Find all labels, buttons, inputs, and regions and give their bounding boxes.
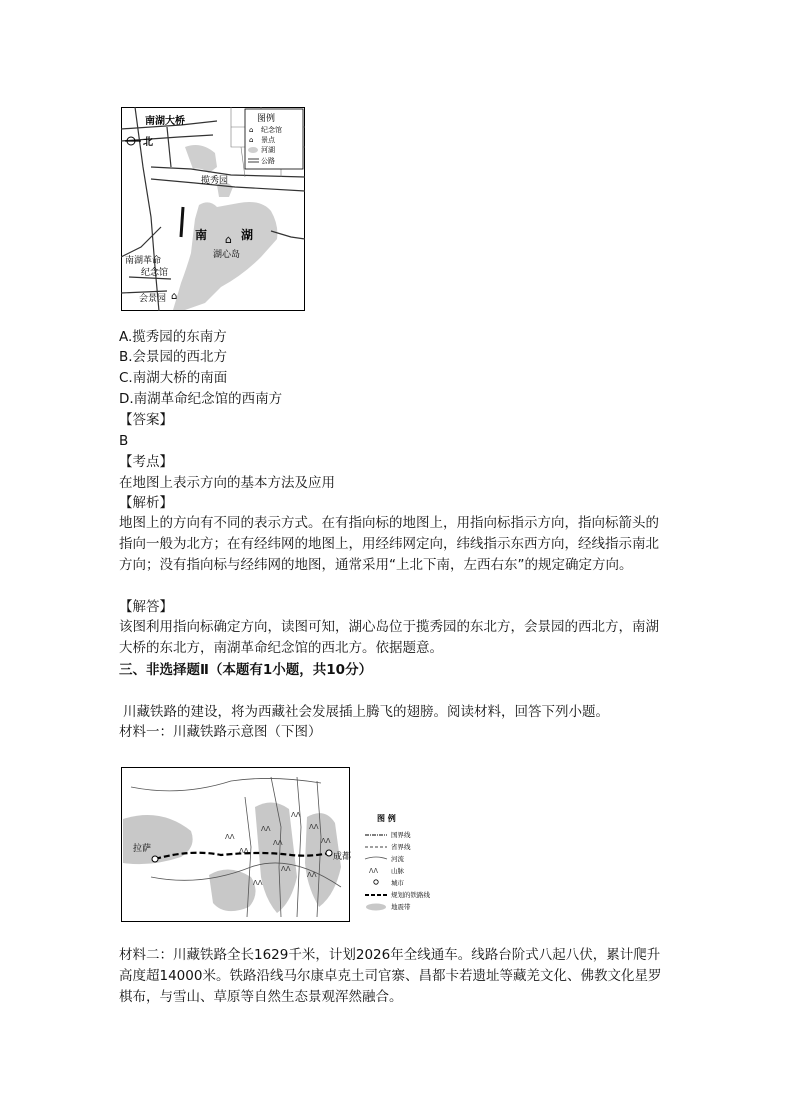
svg-text:ᐱᐱ: ᐱᐱ — [307, 871, 317, 879]
option-a: A.揽秀园的东南方 — [119, 329, 227, 345]
label-lake-2: 湖 — [241, 228, 254, 242]
huijing-icon: ⌂ — [171, 291, 178, 302]
option-d: D.南湖革命纪念馆的西南方 — [119, 391, 283, 407]
svg-text:ᐱᐱ: ᐱᐱ — [321, 837, 331, 845]
svg-text:ᐱᐱ: ᐱᐱ — [253, 879, 263, 887]
svg-text:⌂: ⌂ — [249, 126, 254, 134]
svg-text:ᐱᐱ: ᐱᐱ — [291, 811, 301, 819]
label-memorial-1: 南湖革命 — [125, 256, 162, 266]
svg-text:ᐱᐱ: ᐱᐱ — [225, 833, 235, 841]
intro-text: 川藏铁路的建设，将为西藏社会发展插上腾飞的翅膀。阅读材料，回答下列小题。 — [123, 704, 609, 720]
legend2-province: 省界线 — [391, 843, 411, 851]
label-island: 湖心岛 — [213, 250, 241, 260]
svg-text:ᐱᐱ: ᐱᐱ — [261, 825, 271, 833]
solution-text: 该图利用指向标确定方向，读图可知，湖心岛位于揽秀园的东北方，会景园的西北方，南湖大桥的东北方，南湖革命纪念馆的西北方。依据题意。 — [119, 619, 659, 656]
legend2-border: 国界线 — [391, 831, 411, 839]
legend-item-scenic: 景点 — [261, 136, 275, 144]
topic-text: 在地图上表示方向的基本方法及应用 — [119, 475, 335, 491]
legend2-seismic: 地震带 — [391, 903, 411, 911]
label-bridge: 南湖大桥 — [145, 116, 185, 127]
legend-item-road: 公路 — [261, 157, 275, 165]
island-icon: ⌂ — [225, 233, 232, 246]
option-b: B.会景园的西北方 — [119, 349, 228, 365]
label-lanxiu: 揽秀园 — [201, 176, 229, 186]
label-chengdu: 成都 — [333, 852, 352, 862]
svg-text:ᐱᐱ: ᐱᐱ — [273, 839, 283, 847]
svg-text:ᐱᐱ: ᐱᐱ — [239, 847, 249, 855]
legend2-river: 河流 — [391, 855, 404, 863]
analysis-text: 地图上的方向有不同的表示方式。在有指向标的地图上，用指向标指示方向，指向标箭头的指向一般为北方；在有经纬网的地图上，用经纬网定向，纬线指示东西方向，经线指示南北方向；没有指向标与经纬网的地图，通常采用“上北下南，左西右东”的规定确定方向。 — [119, 515, 659, 573]
legend-item-lake: 河湖 — [261, 146, 275, 154]
answer-heading: 【答案】 — [119, 412, 173, 428]
label-huijing: 会景园 — [139, 294, 167, 304]
option-c: C.南湖大桥的南面 — [119, 370, 228, 386]
answer-value: B — [119, 433, 129, 449]
svg-text:ᐱᐱ: ᐱᐱ — [369, 867, 378, 875]
legend2-city: 城市 — [391, 879, 404, 887]
svg-text:ᐱᐱ: ᐱᐱ — [309, 823, 319, 831]
legend2-railway: 规划的铁路线 — [391, 891, 430, 899]
label-north: 北 — [143, 137, 153, 148]
section-title: 三、非选择题Ⅱ（本题有1小题，共10分） — [119, 662, 373, 678]
svg-text:ᐱᐱ: ᐱᐱ — [281, 865, 291, 873]
svg-text:⌂: ⌂ — [249, 136, 254, 144]
topic-heading: 【考点】 — [119, 454, 173, 470]
legend-item-memorial: 纪念馆 — [261, 126, 282, 134]
railway-map — [121, 767, 453, 922]
material-one: 材料一：川藏铁路示意图（下图） — [119, 724, 322, 740]
legend-title: 图例 — [257, 114, 276, 124]
label-lhasa: 拉萨 — [133, 844, 152, 854]
nanhu-map — [121, 107, 305, 311]
solution-heading: 【解答】 — [119, 599, 173, 615]
analysis-heading: 【解析】 — [119, 495, 173, 511]
material-two: 材料二：川藏铁路全长1629千米，计划2026年全线通车。线路台阶式八起八伏，累计爬升高度超14000米。铁路沿线马尔康卓克土司官寨、昌都卡若遗址等藏羌文化、佛教文化星罗棋布，与雪山、草原等自然生态景观浑然融合。 — [119, 947, 662, 1005]
legend2-title: 图 例 — [377, 814, 396, 823]
label-memorial-2: 纪念馆 — [141, 268, 169, 278]
legend2-mountain: 山脉 — [391, 867, 404, 875]
label-lake-1: 南 — [195, 228, 208, 242]
